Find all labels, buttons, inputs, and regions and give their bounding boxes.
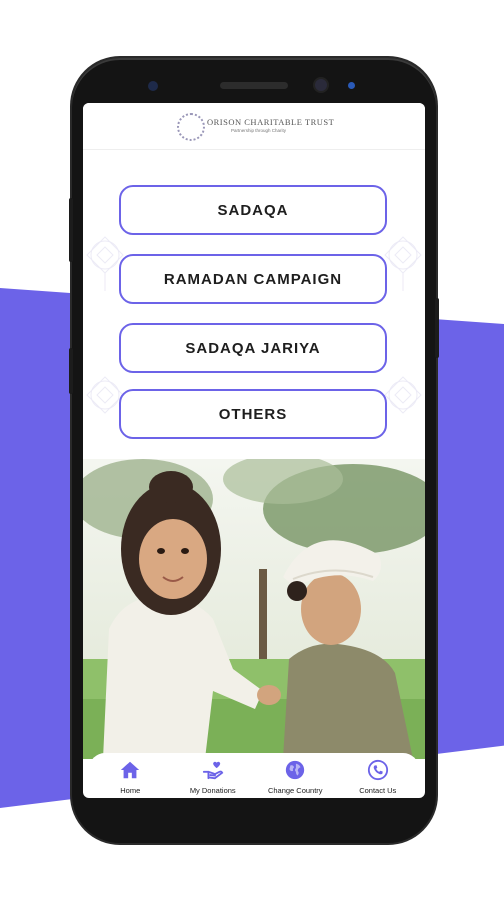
nav-my-donations-label: My Donations [189,786,236,795]
app-header [83,103,425,150]
others-button[interactable]: OTHERS [119,389,387,439]
sadaqa-button[interactable]: SADAQA [119,185,387,235]
nav-change-country[interactable] [254,753,336,795]
phone-sensor [348,82,355,89]
children-photo [83,459,425,759]
globe-icon [284,759,306,781]
sadaqa-jariya-button[interactable]: SADAQA JARIYA [119,323,387,373]
donation-hand-icon [202,759,224,781]
phone-camera-front [315,79,327,91]
ramadan-campaign-button[interactable]: RAMADAN CAMPAIGN [119,254,387,304]
app-screen [83,103,425,798]
nav-my-donations[interactable] [172,753,254,795]
nav-contact-us[interactable] [337,753,419,795]
phone-camera-left [148,81,158,91]
phone-side-button-left-bottom [69,348,73,394]
org-name: ORISON CHARITABLE TRUST [207,117,335,127]
phone-side-button-right [435,298,439,358]
org-logo-icon [177,113,205,141]
phone-earpiece [220,82,288,89]
phone-side-button-left-top [69,198,73,262]
nav-home[interactable] [89,753,171,795]
home-icon [119,759,141,781]
decorative-pattern-icon [381,373,425,433]
nav-home-label: Home [120,786,141,795]
decorative-pattern-icon [381,233,425,293]
phone-frame [72,58,436,843]
nav-change-country-label: Change Country [267,786,323,795]
bottom-navigation-bar [89,753,419,798]
org-tagline: Partnership through Charity [231,128,287,133]
phone-icon [367,759,389,781]
nav-contact-us-label: Contact Us [359,786,397,795]
